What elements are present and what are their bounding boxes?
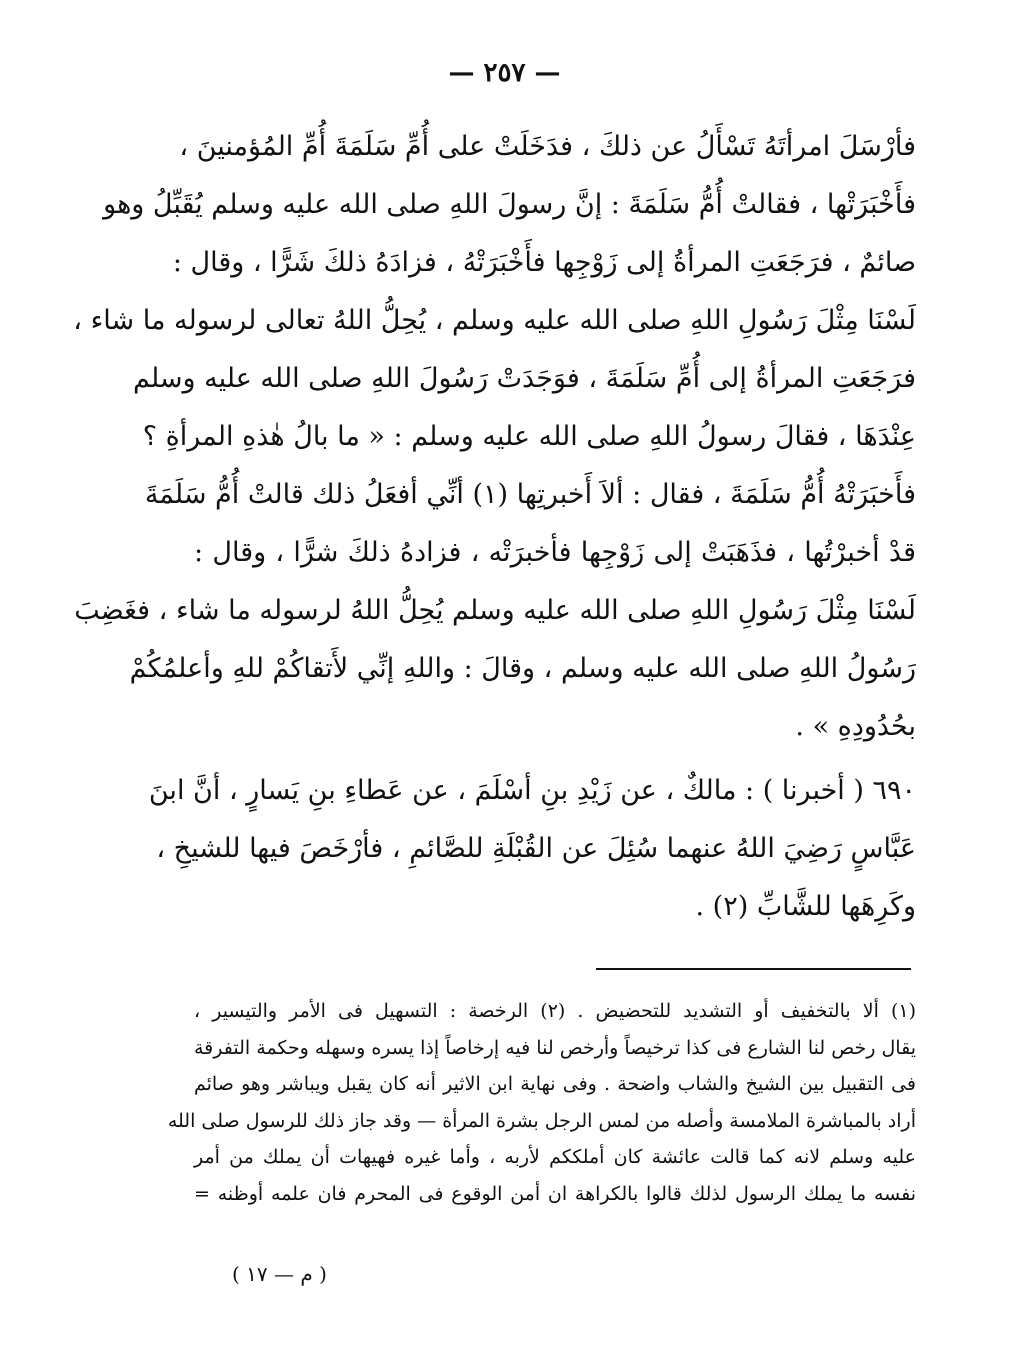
text-line: صائمٌ ، فرَجَعَتِ المرأةُ إلى زَوْجِها فأَخْبَرَتْهُ ، فزادَهُ ذلكَ شَرًّا ، وقال :: [172, 247, 916, 278]
footnote-line: أراد بالمباشرة الملامسة وأصله من لمس الرجل بشرة المرأة — وقد جاز ذلك للرسول صلى الله: [167, 1109, 916, 1132]
text-line: بحُدُودِهِ » .: [795, 711, 916, 742]
text-line: رَسُولُ اللهِ صلى الله عليه وسلم ، وقالَ : واللهِ إنِّي لأَتقاكُمْ للهِ وأعلمُكُمْ: [129, 653, 916, 684]
text-line: عِنْدَهَا ، فقالَ رسولُ اللهِ صلى الله عليه وسلم : « ما بالُ هٰذهِ المرأةِ ؟: [142, 421, 916, 452]
text-line: لَسْنَا مِثْلَ رَسُولِ اللهِ صلى الله عليه وسلم يُحِلُّ اللهُ لرسوله ما شاء ، فغَضِبَ: [74, 595, 916, 626]
text-line: لَسْنَا مِثْلَ رَسُولِ اللهِ صلى الله عليه وسلم ، يُحِلُّ اللهُ تعالى لرسوله ما شاء ،: [73, 305, 916, 336]
footnote-line: (١) ألا بالتخفيف أو التشديد للتحضيض . (٢) الرخصة : التسهيل فى الأمر والتيسير ،: [194, 1000, 917, 1022]
body-text: [73, 118, 916, 936]
footnote-divider: [596, 968, 911, 970]
text-line: فأرْسَلَ امرأتَهُ تَسْأَلُ عن ذلكَ ، فدَخَلَتْ على أُمِّ سَلَمَةَ أُمِّ المُؤمنينَ ،: [179, 131, 916, 162]
text-line: وكَرِهَها للشَّابِّ (٢) .: [695, 891, 916, 922]
signature-mark: ( م — ١٧ ): [232, 1262, 327, 1286]
text-line: فأَخبَرَتْهُ أُمُّ سَلَمَةَ ، فقال : ألاَ أَخبرتِها (١) أنِّي أفعَلُ ذلك قالتْ أُمُّ سَلَمَةَ: [144, 479, 916, 510]
page-number: — ٢٥٧ —: [448, 58, 561, 88]
text-line: فأَخْبَرَتْها ، فقالتْ أُمُّ سَلَمَةَ : إنَّ رسولَ اللهِ صلى الله عليه وسلم يُقَبِّلُ وهو: [103, 189, 916, 220]
text-line: ٦٩٠ ( أخبرنا ) : مالكٌ ، عن زَيْدِ بنِ أسْلَمَ ، عن عَطاءِ بنِ يَسارٍ ، أنَّ ابنَ: [148, 775, 916, 806]
footnote-line: فى التقبيل بين الشيخ والشاب واضحة . وفى نهاية ابن الاثير أنه كان يقبل ويباشر وهو صائم: [194, 1073, 916, 1095]
paragraph: [148, 762, 916, 936]
text-line: عَبَّاسٍ رَضِيَ اللهُ عنهما سُئِلَ عن القُبْلَةِ للصَّائمِ ، فأرْخَصَ فيها للشيخِ ،: [156, 833, 916, 864]
footnote-line: عليه وسلم لانه كما قالت عائشة كان أملككم لأربه ، وأما غيره فهيهات أن يملك من أمر: [194, 1146, 916, 1168]
text-line: فرَجَعَتِ المرأةُ إلى أُمِّ سَلَمَةَ ، فوَجَدَتْ رَسُولَ اللهِ صلى الله عليه وسلم: [133, 363, 916, 394]
footnote-line: نفسه ما يملك الرسول لذلك قالوا بالكراهة ان أمن الوقوع فى المحرم فان علمه أوظنه =: [194, 1182, 916, 1205]
paragraph: [73, 118, 916, 756]
text-line: قدْ أخبرْتُها ، فذَهَبَتْ إلى زَوْجِها فأخبرَتْه ، فزادهُ ذلكَ شرًّا ، وقال :: [194, 537, 916, 568]
footnote-line: يقال رخص لنا الشارع فى كذا ترخيصاً وأرخص لنا فيه إرخاصاً إذا يسره وسهله وحكمة التفرقة: [194, 1036, 916, 1059]
footnotes: [167, 993, 917, 1212]
